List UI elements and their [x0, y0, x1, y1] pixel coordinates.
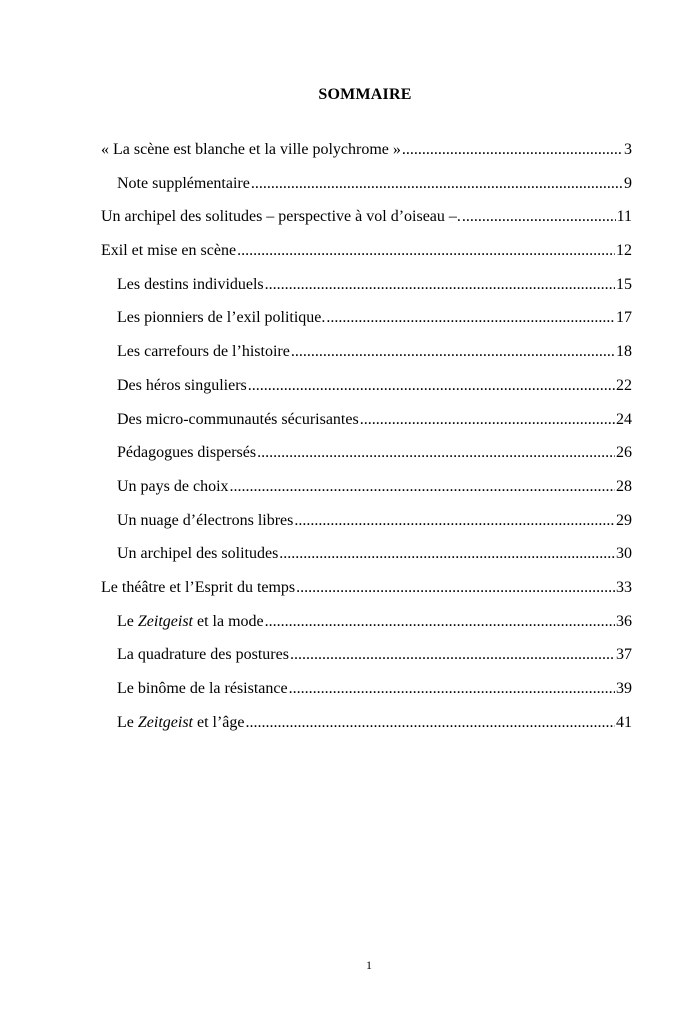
footer-page-number: 1: [366, 958, 372, 972]
dot-leader: [248, 375, 615, 397]
toc-entry-page: 28: [616, 477, 632, 495]
toc-entry[interactable]: [101, 274, 632, 308]
toc-entry-title: Le Zeitgeist et la mode: [117, 612, 264, 630]
toc-entry[interactable]: [101, 173, 632, 207]
toc-entry-title: Le théâtre et l’Esprit du temps: [101, 578, 296, 596]
toc-entry[interactable]: [101, 240, 632, 274]
dot-leader: [360, 409, 615, 431]
toc-entry-page: 33: [616, 578, 632, 596]
dot-leader: [265, 611, 615, 633]
toc-entry-page: 3: [624, 141, 632, 158]
dot-leader: [279, 543, 615, 565]
toc-entry[interactable]: [101, 206, 632, 240]
toc-entry-page: 12: [616, 242, 632, 260]
toc-entry-title: Le binôme de la résistance: [117, 680, 288, 697]
toc-entry[interactable]: [101, 442, 632, 476]
dot-leader: [246, 712, 615, 734]
toc-entry-page: 18: [616, 343, 632, 361]
toc-entry[interactable]: [101, 307, 632, 341]
dot-leader: [326, 307, 615, 329]
dot-leader: [296, 577, 615, 599]
toc-entry-page: 36: [616, 612, 632, 630]
toc-entry-page: 39: [616, 680, 632, 697]
dot-leader: [294, 510, 615, 532]
toc-entry-title: Exil et mise en scène: [101, 242, 237, 260]
toc-entry-page: 11: [616, 208, 632, 226]
toc-entry-page: 26: [616, 444, 632, 462]
toc-entry-title: Les pionniers de l’exil politique.: [117, 309, 326, 327]
toc-entry[interactable]: [101, 476, 632, 510]
toc-entry[interactable]: [101, 341, 632, 375]
toc-entry-title: Les destins individuels: [117, 275, 264, 293]
toc-entry-page: 17: [616, 309, 632, 327]
toc-entry-title: Pédagogues dispersés: [117, 444, 257, 462]
toc-entry-page: 29: [616, 511, 632, 529]
dot-leader: [257, 442, 615, 464]
toc-entry-title: Un nuage d’électrons libres: [117, 511, 294, 529]
dot-leader: [289, 678, 615, 700]
toc-entry-title: Des micro-communautés sécurisantes: [117, 410, 359, 428]
toc-entry[interactable]: [101, 139, 632, 173]
toc-entry-page: 30: [616, 545, 632, 563]
toc-entry-title: La quadrature des postures: [117, 646, 289, 664]
toc-entry-title: Un pays de choix: [117, 477, 229, 495]
toc-entry-title: Note supplémentaire: [117, 174, 250, 192]
toc-entry[interactable]: [101, 611, 632, 645]
toc-entry-title: « La scène est blanche et la ville polychrome »: [101, 141, 401, 158]
toc-entry-page: 15: [616, 275, 632, 293]
toc-entry[interactable]: [101, 409, 632, 443]
page-title: SOMMAIRE: [318, 86, 412, 103]
toc-entry-title: Un archipel des solitudes: [117, 545, 279, 563]
toc-entry[interactable]: [101, 577, 632, 611]
toc-entry-title: Un archipel des solitudes – perspective à vol d’oiseau –.: [101, 208, 461, 226]
toc-entry[interactable]: [101, 510, 632, 544]
dot-leader: [230, 476, 615, 498]
table-of-contents: [101, 139, 632, 745]
toc-entry-page: 41: [616, 713, 632, 731]
toc-entry-title: Le Zeitgeist et l’âge: [117, 713, 245, 731]
dot-leader: [290, 644, 615, 666]
dot-leader: [462, 206, 616, 228]
dot-leader: [265, 274, 615, 296]
toc-entry[interactable]: [101, 543, 632, 577]
toc-entry[interactable]: [101, 375, 632, 409]
toc-entry-page: 37: [616, 646, 632, 664]
toc-entry-page: 9: [624, 174, 632, 192]
toc-entry[interactable]: [101, 644, 632, 678]
dot-leader: [251, 173, 623, 195]
dot-leader: [291, 341, 615, 363]
toc-entry-page: 22: [616, 376, 632, 394]
toc-entry-title: Les carrefours de l’histoire: [117, 343, 290, 361]
toc-entry[interactable]: [101, 678, 632, 712]
toc-entry-title: Des héros singuliers: [117, 376, 247, 394]
toc-entry[interactable]: [101, 712, 632, 746]
dot-leader: [237, 240, 615, 262]
toc-entry-page: 24: [616, 410, 632, 428]
dot-leader: [402, 139, 623, 161]
